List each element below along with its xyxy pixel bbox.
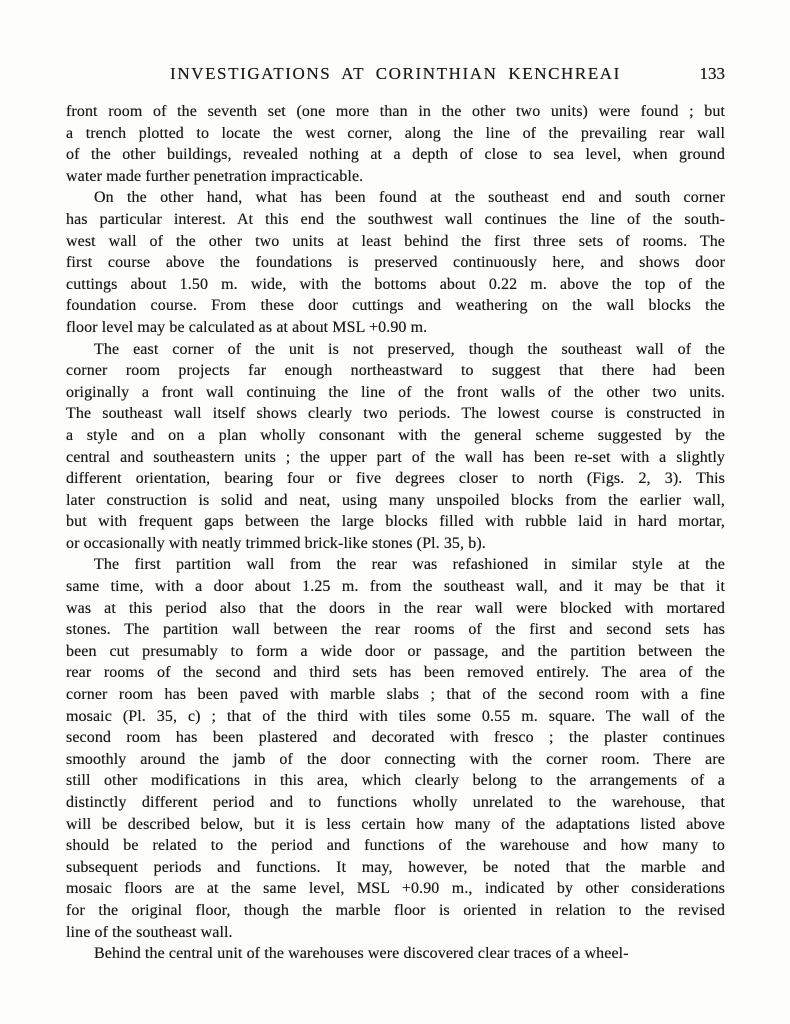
text-line: of the other buildings, revealed nothing at a depth of close to sea level, when ground [66, 146, 725, 164]
text-line: will be described below, but it is less certain how many of the adaptations listed above [66, 815, 725, 833]
text-line: mosaic (Pl. 35, c) ; that of the third with tiles some 0.55 m. square. The wall of the [66, 707, 725, 725]
text-line: rear rooms of the second and third sets has been removed entirely. The area of the [66, 664, 725, 682]
text-line: central and southeastern units ; the upper part of the wall has been re-set with a slightly [66, 448, 725, 466]
paragraph [66, 339, 725, 555]
text-line: been cut presumably to form a wide door or passage, and the partition between the [66, 642, 725, 660]
page-number: 133 [699, 64, 725, 83]
text-line: still other modifications in this area, which clearly belong to the arrangements of a [66, 772, 725, 790]
page-body [66, 101, 725, 965]
text-line: later construction is solid and neat, using many unspoiled blocks from the earlier wall, [66, 491, 725, 509]
text-line: has particular interest. At this end the southwest wall continues the line of the south- [66, 210, 725, 228]
text-line: The east corner of the unit is not preserved, though the southeast wall of the [94, 340, 725, 358]
text-line: different orientation, bearing four or five degrees closer to north (Figs. 2, 3). This [66, 470, 725, 488]
text-line: corner room has been paved with marble slabs ; that of the second room with a fine [66, 686, 725, 704]
running-title: INVESTIGATIONS AT CORINTHIAN KENCHREAI [170, 64, 621, 83]
text-line: mosaic floors are at the same level, MSL +0.90 m., indicated by other considerations [66, 880, 725, 898]
text-line: front room of the seventh set (one more than in the other two units) were found ; but [66, 103, 725, 120]
text-line: originally a front wall continuing the line of the front walls of the other two units. [66, 383, 725, 401]
text-line: line of the southeast wall. [66, 923, 233, 941]
text-line: The southeast wall itself shows clearly two periods. The lowest course is constructed in [66, 405, 725, 423]
text-line: was at this period also that the doors in the rear wall were blocked with mortared [66, 599, 725, 617]
text-line: The first partition wall from the rear was refashioned in similar style at the [94, 556, 725, 574]
text-line: Behind the central unit of the warehouses were discovered clear traces of a wheel- [94, 945, 629, 963]
text-line: same time, with a door about 1.25 m. from the southeast wall, and it may be that it [66, 578, 725, 596]
text-line: second room has been plastered and decorated with fresco ; the plaster continues [66, 729, 725, 747]
text-line: smoothly around the jamb of the door connecting with the corner room. There are [66, 750, 725, 768]
text-line: west wall of the other two units at least behind the first three sets of rooms. The [66, 232, 725, 250]
paragraph [66, 943, 725, 965]
text-line: cuttings about 1.50 m. wide, with the bottoms about 0.22 m. above the top of the [66, 275, 725, 293]
text-line: a trench plotted to locate the west corner, along the line of the prevailing rear wall [66, 124, 725, 142]
text-line: floor level may be calculated as at about MSL +0.90 m. [66, 318, 428, 336]
text-line: foundation course. From these door cuttings and weathering on the wall blocks the [66, 297, 725, 315]
text-line: but with frequent gaps between the large blocks filled with rubble laid in hard mortar, [66, 513, 725, 531]
text-line: corner room projects far enough northeastward to suggest that there had been [66, 362, 725, 380]
text-line: first course above the foundations is preserved continuously here, and shows door [66, 254, 725, 272]
paragraph [66, 101, 725, 187]
text-line: stones. The partition wall between the rear rooms of the first and second sets has [66, 621, 725, 639]
text-line: for the original floor, though the marble floor is oriented in relation to the revised [66, 901, 725, 919]
text-line: should be related to the period and functions of the warehouse and how many to [66, 837, 725, 855]
text-line: distinctly different period and to functions wholly unrelated to the warehouse, that [66, 794, 725, 811]
text-line: a style and on a plan wholly consonant with the general scheme suggested by the [66, 426, 725, 444]
text-line: or occasionally with neatly trimmed brick-like stones (Pl. 35, b). [66, 534, 486, 552]
paragraph [66, 187, 725, 338]
text-line: On the other hand, what has been found at the southeast end and south corner [94, 189, 725, 207]
page-header [66, 64, 725, 84]
text-line: subsequent periods and functions. It may, however, be noted that the marble and [66, 858, 725, 876]
text-line: water made further penetration impracticable. [66, 167, 364, 185]
paragraph [66, 554, 725, 943]
